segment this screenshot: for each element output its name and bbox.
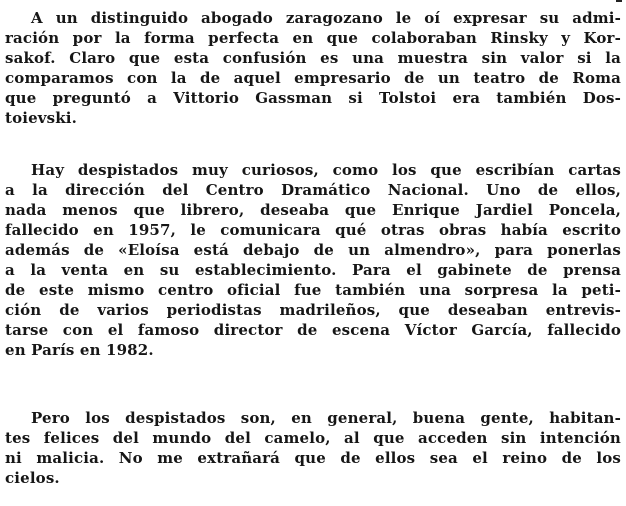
text-line: además de «Eloísa está debajo de un almendro», para ponerlas — [5, 241, 621, 259]
text-line: ración por la forma perfecta en que colaboraban Rinsky y Kor- — [5, 29, 621, 47]
text-line: comparamos con la de aquel empresario de un teatro de Roma — [5, 69, 621, 87]
paragraph-2 — [5, 160, 621, 360]
text-line: fallecido en 1957, le comunicara qué otras obras había escrito — [5, 221, 621, 239]
text-line: de este mismo centro oficial fue también una sorpresa la peti- — [5, 281, 621, 299]
text-line: ni malicia. No me extrañará que de ellos sea el reino de los — [5, 449, 621, 467]
text-line: a la dirección del Centro Dramático Nacional. Uno de ellos, — [5, 181, 621, 199]
text-line: Hay despistados muy curiosos, como los que escribían cartas — [31, 161, 621, 179]
text-line: que preguntó a Vittorio Gassman si Tolstoi era también Dos- — [5, 89, 621, 107]
page-edge-mark — [616, 0, 622, 2]
text-line: tarse con el famoso director de escena Víctor García, fallecido — [5, 321, 621, 339]
text-line: tes felices del mundo del camelo, al que acceden sin intención — [5, 429, 621, 447]
text-line: en París en 1982. — [5, 341, 154, 359]
text-line: A un distinguido abogado zaragozano le oí expresar su admi- — [31, 9, 621, 27]
text-line: sakof. Claro que esta confusión es una muestra sin valor si la — [5, 49, 621, 67]
text-line: toievski. — [5, 109, 77, 127]
text-line: cielos. — [5, 469, 60, 487]
paragraph-1 — [5, 8, 621, 128]
text-line: ción de varios periodistas madrileños, que deseaban entrevis- — [5, 301, 621, 319]
text-line: nada menos que librero, deseaba que Enrique Jardiel Poncela, — [5, 201, 621, 219]
text-line: a la venta en su establecimiento. Para el gabinete de prensa — [5, 261, 621, 279]
text-line: Pero los despistados son, en general, buena gente, habitan- — [31, 409, 621, 427]
paragraph-3 — [5, 408, 621, 488]
